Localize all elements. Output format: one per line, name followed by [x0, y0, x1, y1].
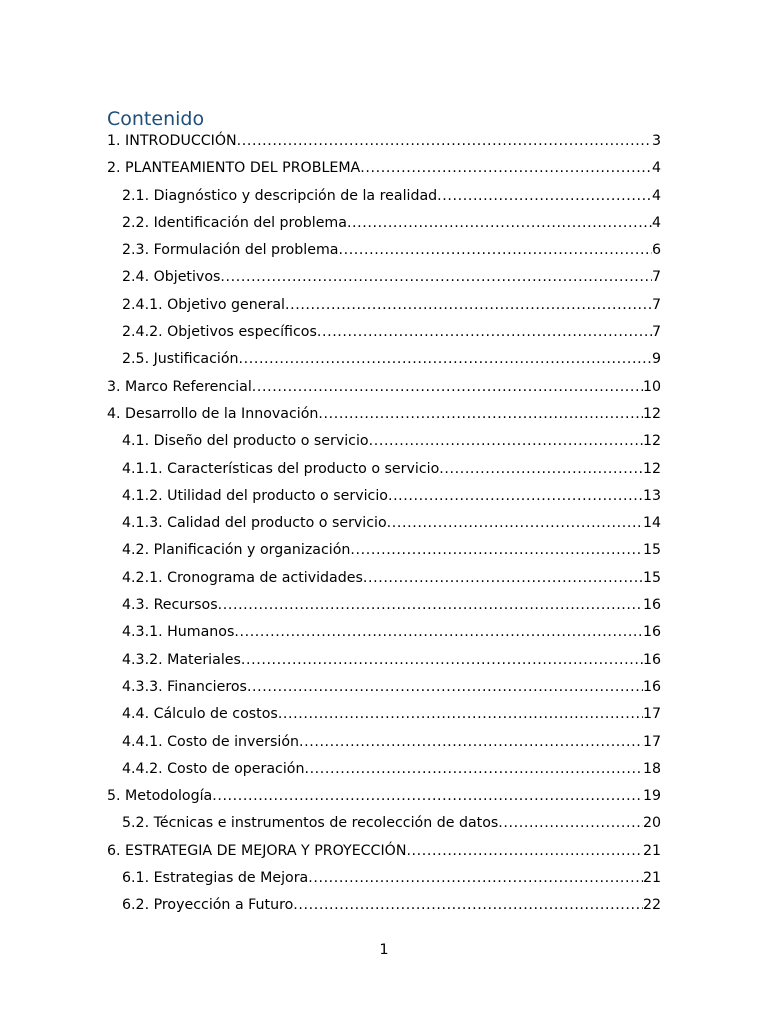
toc-entry-page: 4 [651, 214, 661, 231]
dot-leader [347, 210, 652, 237]
toc-entry-label: 4.1.2. Utilidad del producto o servicio [122, 487, 388, 504]
toc-entry[interactable] [107, 210, 661, 237]
dot-leader [252, 374, 643, 401]
toc-entry-page: 7 [651, 324, 661, 341]
toc-entry[interactable] [107, 838, 661, 865]
toc-entry-page: 12 [642, 433, 661, 450]
toc-entry-page: 16 [642, 597, 661, 614]
toc-entry-label: 4.3.2. Materiales [122, 651, 241, 668]
toc-entry[interactable] [107, 729, 661, 756]
dot-leader [387, 510, 643, 537]
dot-leader [293, 892, 643, 919]
toc-entry-label: 4.2.1. Cronograma de actividades [122, 569, 363, 586]
toc-entry[interactable] [107, 810, 661, 837]
toc-entry-page: 16 [642, 651, 661, 668]
toc-entry-page: 7 [651, 296, 661, 313]
toc-entry-label: 2.4.2. Objetivos específicos [122, 324, 317, 341]
toc-entry[interactable] [107, 292, 661, 319]
toc-entry-page: 6 [651, 242, 661, 259]
toc-entry-label: 2.5. Justificación [122, 351, 239, 368]
toc-entry[interactable] [107, 319, 661, 346]
dot-leader [218, 592, 643, 619]
toc-entry-label: 4.1. Diseño del producto o servicio [122, 433, 369, 450]
toc-entry[interactable] [107, 510, 661, 537]
toc-entry-page: 19 [642, 788, 661, 805]
toc-entry[interactable] [107, 428, 661, 455]
dot-leader [437, 183, 652, 210]
dot-leader [363, 565, 643, 592]
toc-entry[interactable] [107, 346, 661, 373]
dot-leader [369, 428, 643, 455]
toc-entry[interactable] [107, 401, 661, 428]
dot-leader [241, 647, 643, 674]
toc-entry-page: 20 [642, 815, 661, 832]
toc-entry-label: 4.1.3. Calidad del producto o servicio [122, 515, 387, 532]
dot-leader [338, 237, 652, 264]
toc-entry-label: 5.2. Técnicas e instrumentos de recolección de datos [122, 815, 499, 832]
toc-entry-page: 10 [642, 378, 661, 395]
toc-entry[interactable] [107, 592, 661, 619]
toc-entry-page: 3 [651, 133, 661, 149]
toc-entry-label: 2.1. Diagnóstico y descripción de la realidad [122, 187, 438, 204]
toc-entry-label: 2.2. Identificación del problema [122, 214, 347, 231]
dot-leader [239, 346, 652, 373]
toc-entry-label: 5. Metodología [107, 788, 213, 805]
dot-leader [439, 456, 643, 483]
dot-leader [350, 537, 643, 564]
dot-leader [406, 838, 643, 865]
toc-entry[interactable] [107, 892, 661, 919]
toc-entry-label: 6.1. Estrategias de Mejora [122, 870, 309, 887]
toc-entry-page: 4 [651, 187, 661, 204]
dot-leader [299, 729, 643, 756]
toc-entry-page: 9 [651, 351, 661, 368]
toc-entry-page: 15 [642, 542, 661, 559]
toc-entry[interactable] [107, 565, 661, 592]
toc-entry[interactable] [107, 537, 661, 564]
toc-entry-label: 4.4.1. Costo de inversión [122, 733, 299, 750]
toc-entry[interactable] [107, 619, 661, 646]
toc-entry-label: 3. Marco Referencial [107, 378, 252, 395]
dot-leader [220, 264, 652, 291]
toc-entry[interactable] [107, 128, 661, 155]
toc-entry-page: 21 [642, 870, 661, 887]
toc-entry-page: 14 [642, 515, 661, 532]
toc-entry[interactable] [107, 155, 661, 182]
toc-entry-page: 16 [642, 678, 661, 695]
toc-entry-label: 2.4. Objetivos [122, 269, 221, 286]
toc-entry-label: 4.4. Cálculo de costos [122, 706, 278, 723]
toc-entry[interactable] [107, 674, 661, 701]
toc-entry-label: 6. ESTRATEGIA DE MEJORA Y PROYECCIÓN [107, 842, 407, 859]
toc-entry[interactable] [107, 756, 661, 783]
dot-leader [308, 865, 643, 892]
dot-leader [498, 810, 643, 837]
toc-entry-page: 18 [642, 760, 661, 777]
toc-entry-page: 17 [642, 733, 661, 750]
dot-leader [285, 292, 652, 319]
toc-entry-label: 4.3.1. Humanos [122, 624, 235, 641]
toc-entry-page: 7 [651, 269, 661, 286]
dot-leader [212, 783, 643, 810]
toc-entry-label: 6.2. Proyección a Futuro [122, 897, 294, 914]
toc-entry-label: 4.1.1. Características del producto o servicio [122, 460, 440, 477]
toc-entry-page: 13 [642, 487, 661, 504]
page-number: 1 [379, 942, 389, 958]
toc-entry[interactable] [107, 783, 661, 810]
dot-leader [247, 674, 643, 701]
dot-leader [318, 401, 643, 428]
toc-entry-label: 4. Desarrollo de la Innovación [107, 405, 319, 422]
dot-leader [234, 619, 643, 646]
toc-entry[interactable] [107, 483, 661, 510]
toc-entry[interactable] [107, 374, 661, 401]
toc-entry-page: 17 [642, 706, 661, 723]
toc-entry[interactable] [107, 647, 661, 674]
toc-entry[interactable] [107, 456, 661, 483]
toc-entry-page: 16 [642, 624, 661, 641]
dot-leader [304, 756, 642, 783]
dot-leader [360, 155, 652, 182]
toc-entry-label: 4.3. Recursos [122, 597, 218, 614]
toc-entry[interactable] [107, 237, 661, 264]
toc-entry-label: 1. INTRODUCCIÓN [107, 133, 237, 149]
toc-entry-label: 2.4.1. Objetivo general [122, 296, 285, 313]
toc-entry-label: 2.3. Formulación del problema [122, 242, 339, 259]
toc-entry-page: 22 [642, 897, 661, 914]
toc-entry-page: 15 [642, 569, 661, 586]
toc-entry-page: 12 [642, 460, 661, 477]
dot-leader [317, 319, 652, 346]
toc-entry-label: 4.2. Planificación y organización [122, 542, 351, 559]
dot-leader [388, 483, 643, 510]
toc-entry[interactable] [107, 701, 661, 728]
toc-entry-page: 4 [651, 160, 661, 177]
toc-entry-page: 12 [642, 405, 661, 422]
dot-leader [278, 701, 643, 728]
toc-entry-label: 2. PLANTEAMIENTO DEL PROBLEMA [107, 160, 361, 177]
toc-entry-label: 4.3.3. Financieros [122, 678, 247, 695]
toc-entry[interactable] [107, 183, 661, 210]
table-of-contents [107, 128, 661, 920]
toc-entry-label: 4.4.2. Costo de operación [122, 760, 305, 777]
toc-title: Contenido [107, 108, 205, 130]
toc-entry[interactable] [107, 264, 661, 291]
toc-entry-page: 21 [642, 842, 661, 859]
dot-leader [237, 128, 652, 155]
toc-entry[interactable] [107, 865, 661, 892]
